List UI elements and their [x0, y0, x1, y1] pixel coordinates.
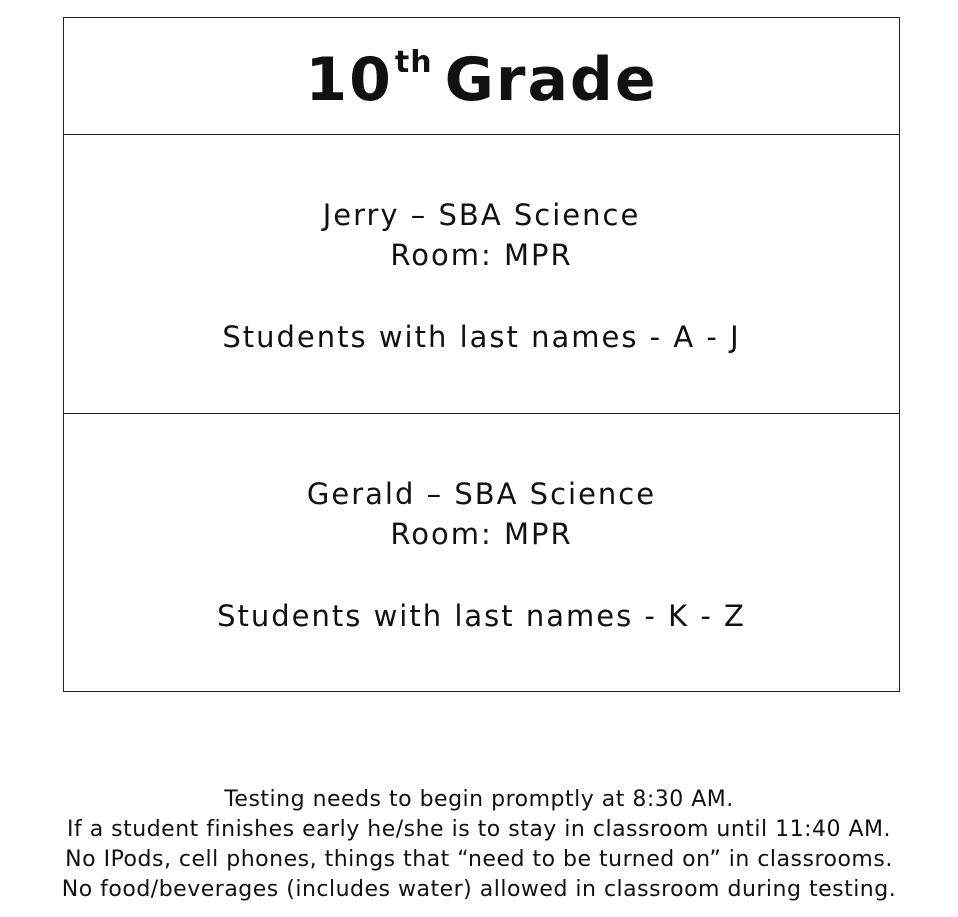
title-cell: [64, 18, 899, 135]
session-students: Students with last names - K - Z: [217, 599, 746, 633]
session-cell-k-z: [64, 414, 899, 693]
grade-number: 10: [305, 45, 393, 115]
session-proctor-subject: Gerald – SBA Science: [306, 477, 657, 511]
session-proctor-subject: Jerry – SBA Science: [322, 198, 641, 232]
grade-word: Grade: [444, 45, 658, 115]
note-no-devices: No IPods, cell phones, things that “need to be turned on” in classrooms.: [65, 847, 893, 872]
session-room: Room: MPR: [390, 238, 573, 272]
session-students: Students with last names - A - J: [222, 320, 741, 354]
note-early-finish: If a student finishes early he/she is to stay in classroom until 11:40 AM.: [66, 817, 892, 842]
grade-ordinal-suffix: th: [394, 45, 433, 80]
page-title: [305, 45, 658, 115]
session-room: Room: MPR: [390, 517, 573, 551]
note-no-food: No food/beverages (includes water) allowed in classroom during testing.: [61, 877, 897, 902]
schedule-table: [63, 17, 900, 692]
testing-notes: [0, 785, 958, 905]
note-start-time: Testing needs to begin promptly at 8:30 AM.: [224, 787, 734, 812]
session-cell-a-j: [64, 135, 899, 414]
